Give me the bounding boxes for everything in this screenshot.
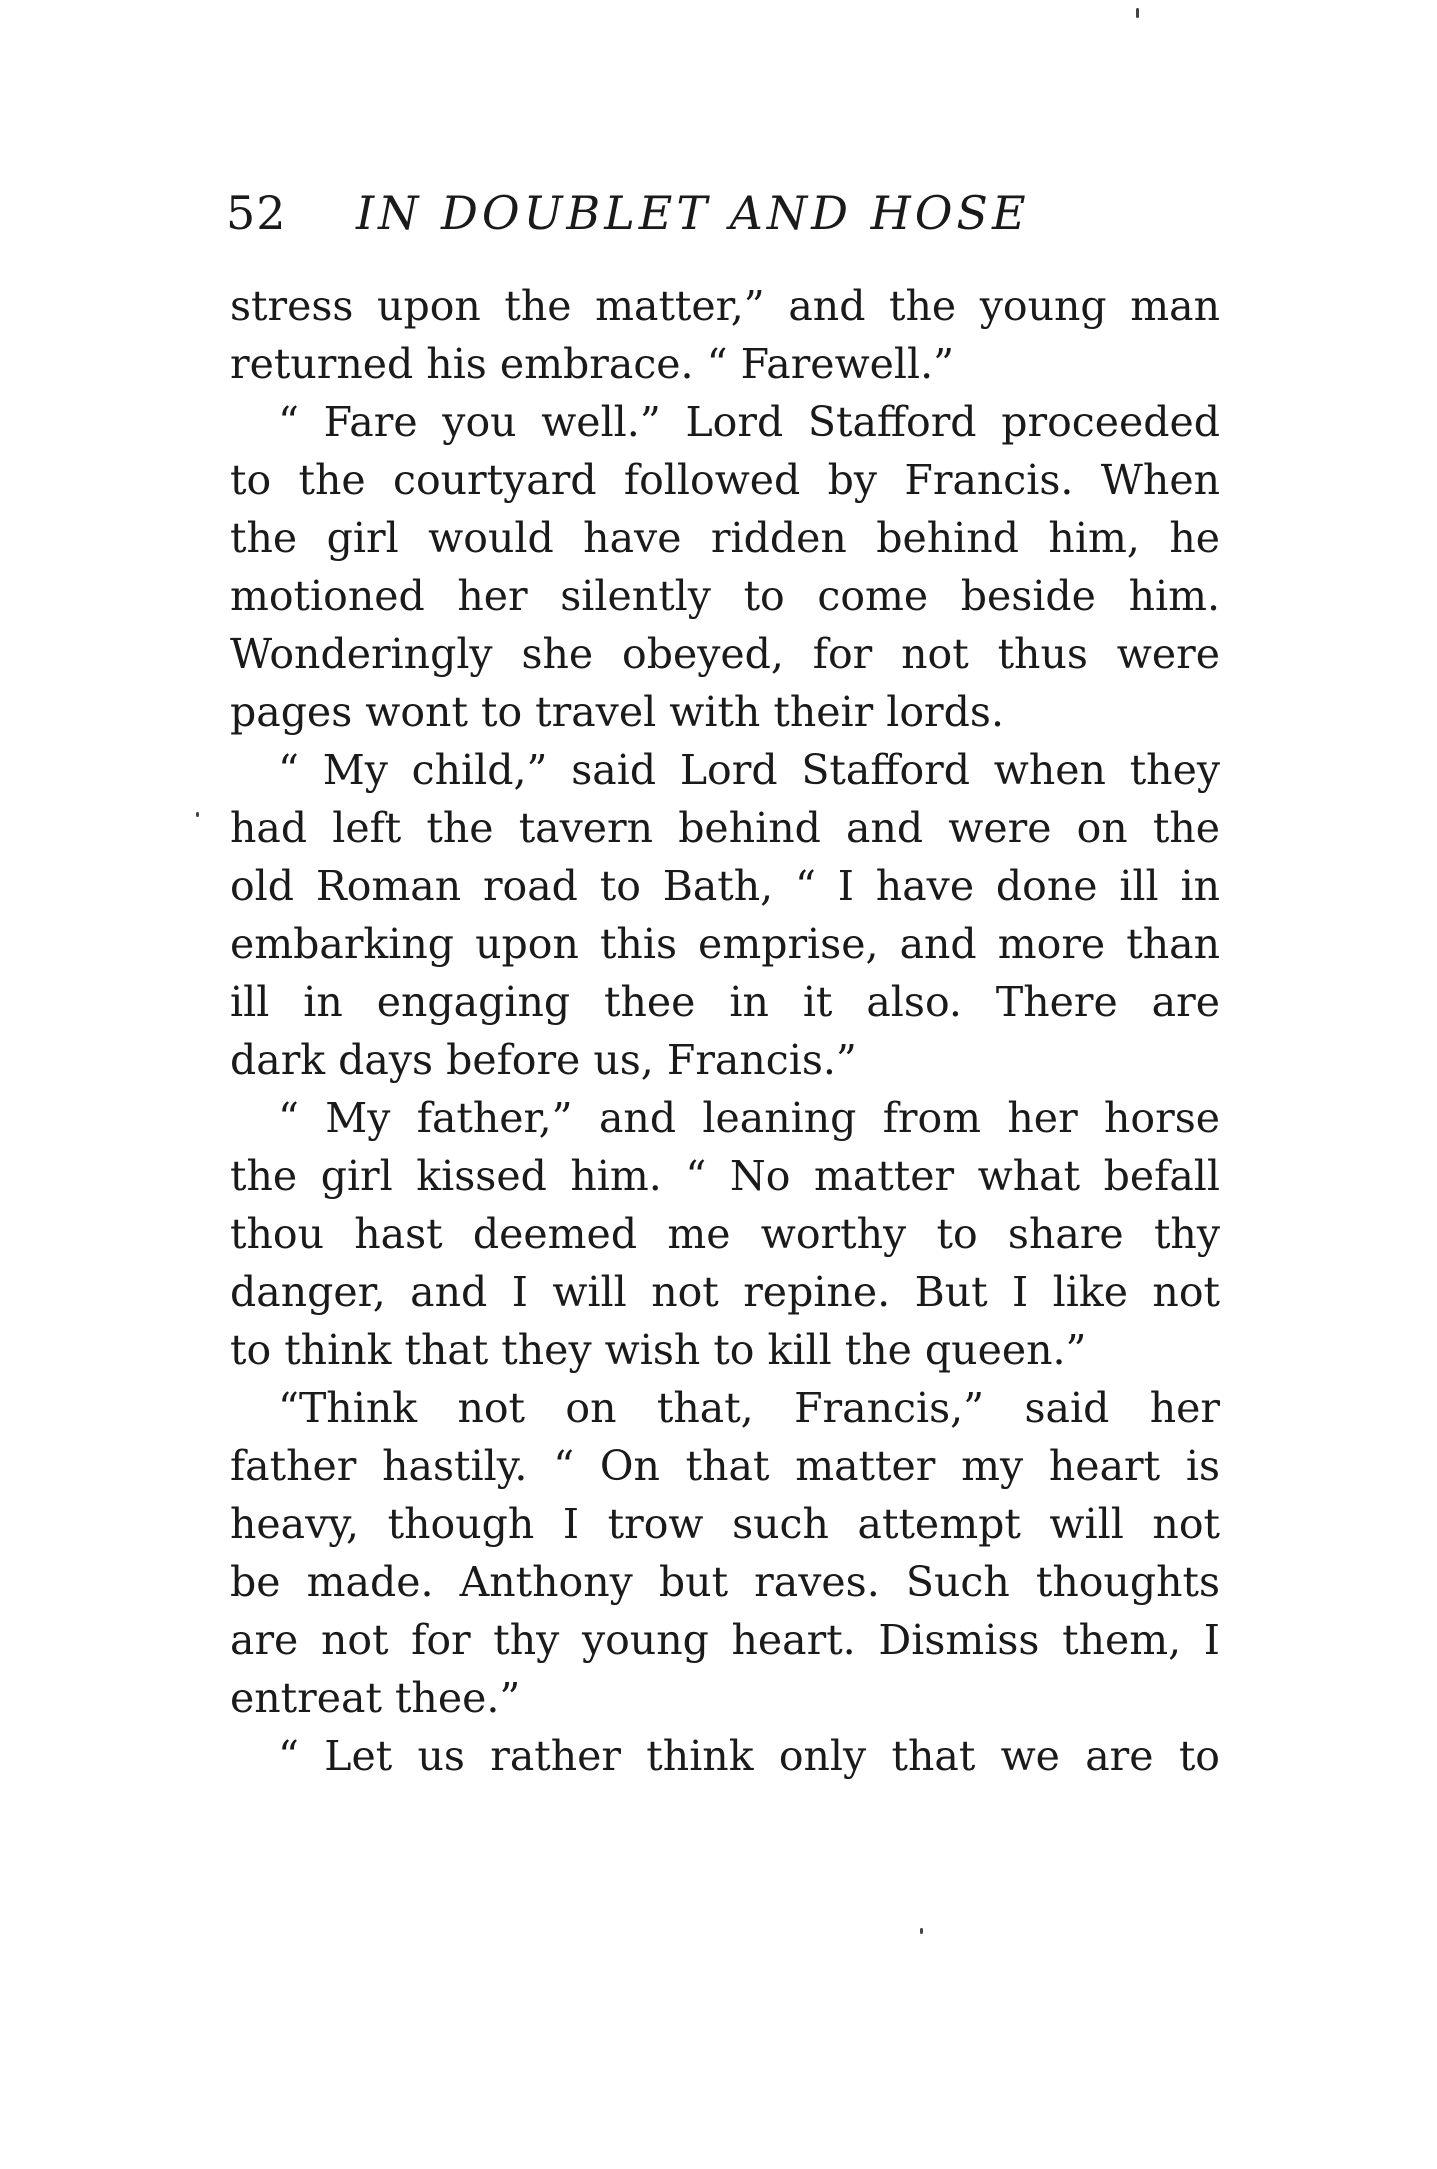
text-line: entreat thee.” [230,1674,521,1722]
text-line: old Roman road to Bath, “ I have done ill in [230,862,1220,910]
text-line: to think that they wish to kill the queen.” [230,1326,1087,1374]
text-line: are not for thy young heart. Dismiss them, I [230,1616,1220,1664]
text-line: father hastily. “ On that matter my heart is [230,1442,1220,1490]
text-line: thou hast deemed me worthy to share thy [230,1210,1220,1258]
body-text [230,277,1220,1785]
text-line: pages wont to travel with their lords. [230,688,1004,736]
text-line: heavy, though I trow such attempt will not [230,1500,1220,1548]
page-number: 52 [226,186,287,240]
text-line: motioned her silently to come beside him. [230,572,1220,620]
text-line: the girl kissed him. “ No matter what befall [230,1152,1220,1200]
running-title: IN DOUBLET AND HOSE [356,186,1030,240]
page-header [226,178,1226,248]
ink-speck-bottom [920,1928,923,1934]
ink-speck-top [1136,8,1139,18]
text-line: had left the tavern behind and were on the [230,804,1220,852]
text-line: “ My father,” and leaning from her horse [278,1094,1220,1142]
text-line: “Think not on that, Francis,” said her [278,1384,1220,1432]
text-line: ill in engaging thee in it also. There are [230,978,1220,1026]
text-line: “ Fare you well.” Lord Stafford proceeded [278,398,1220,446]
text-line: the girl would have ridden behind him, he [230,514,1220,562]
text-line: embarking upon this emprise, and more than [230,920,1220,968]
text-line: danger, and I will not repine. But I like not [230,1268,1220,1316]
ink-speck-margin [196,812,199,817]
text-line: “ Let us rather think only that we are to [278,1732,1220,1780]
text-line: dark days before us, Francis.” [230,1036,857,1084]
text-line: “ My child,” said Lord Stafford when they [278,746,1220,794]
text-line: returned his embrace. “ Farewell.” [230,340,955,388]
text-line: stress upon the matter,” and the young man [230,282,1220,330]
text-line: to the courtyard followed by Francis. When [230,456,1220,504]
text-line: Wonderingly she obeyed, for not thus were [230,630,1220,678]
text-line: be made. Anthony but raves. Such thoughts [230,1558,1220,1606]
